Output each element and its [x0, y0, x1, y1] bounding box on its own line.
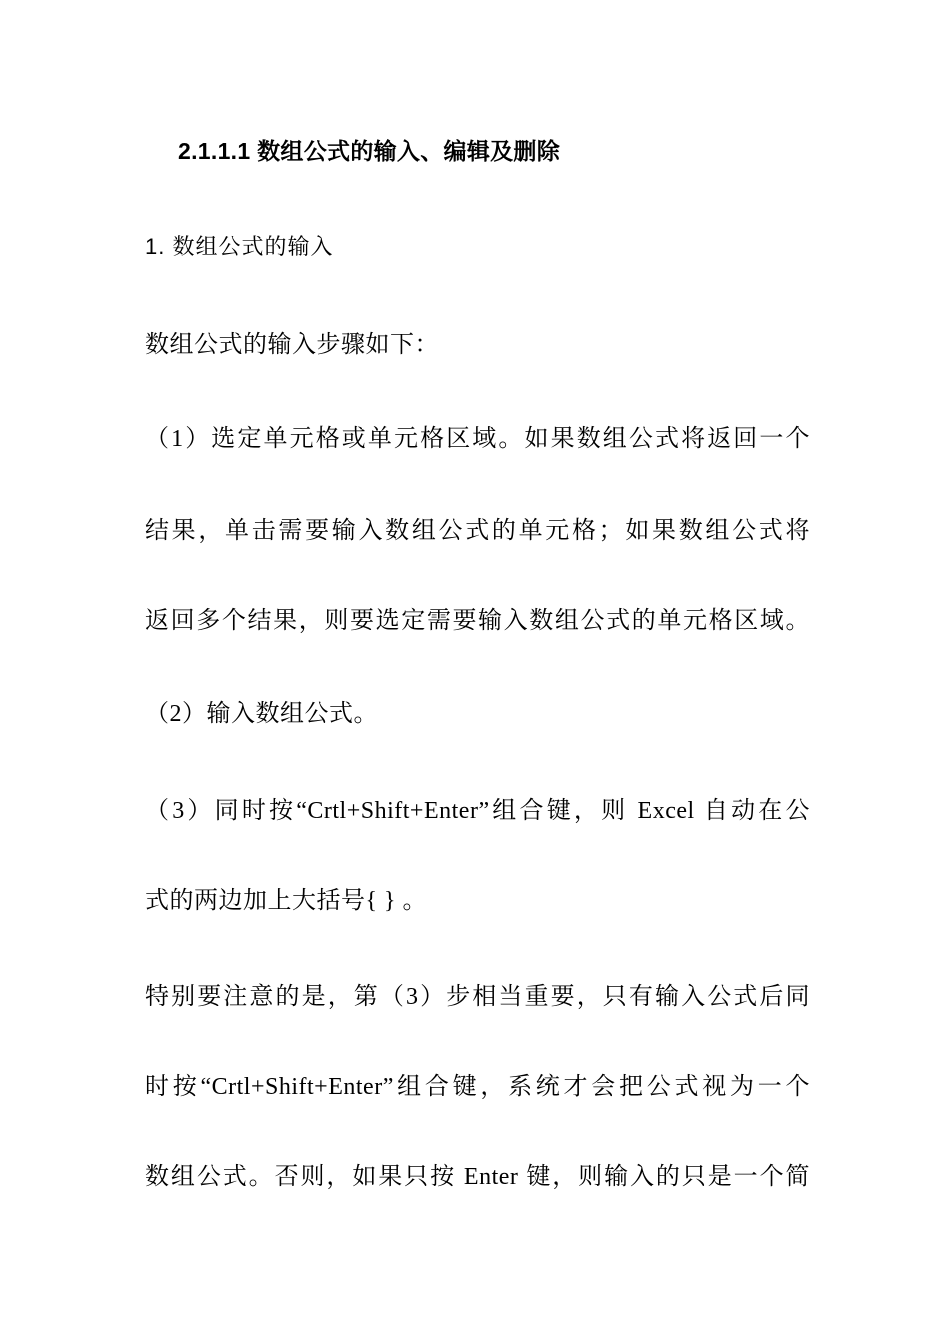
paragraph-line: 式的两边加上大括号{ } 。	[145, 888, 428, 914]
paragraph-line: （3）同时按“Crtl+Shift+Enter”组合键，则 Excel 自动在公	[145, 798, 810, 824]
paragraph-line: （1）选定单元格或单元格区域。如果数组公式将返回一个	[145, 426, 810, 452]
paragraph-line: 数组公式。否则，如果只按 Enter 键，则输入的只是一个简	[145, 1164, 810, 1190]
section-heading: 2.1.1.1 数组公式的输入、编辑及删除	[178, 138, 561, 164]
paragraph-line: 数组公式的输入步骤如下：	[145, 332, 439, 358]
paragraph-line: 特别要注意的是，第（3）步相当重要，只有输入公式后同	[145, 984, 810, 1010]
paragraph-line: （2）输入数组公式。	[145, 701, 378, 727]
paragraph-line: 结果，单击需要输入数组公式的单元格；如果数组公式将	[145, 518, 810, 544]
subsection-heading: 1. 数组公式的输入	[145, 234, 334, 259]
paragraph-line: 时按“Crtl+Shift+Enter”组合键，系统才会把公式视为一个	[145, 1074, 810, 1100]
paragraph-line: 返回多个结果，则要选定需要输入数组公式的单元格区域。	[145, 608, 810, 634]
